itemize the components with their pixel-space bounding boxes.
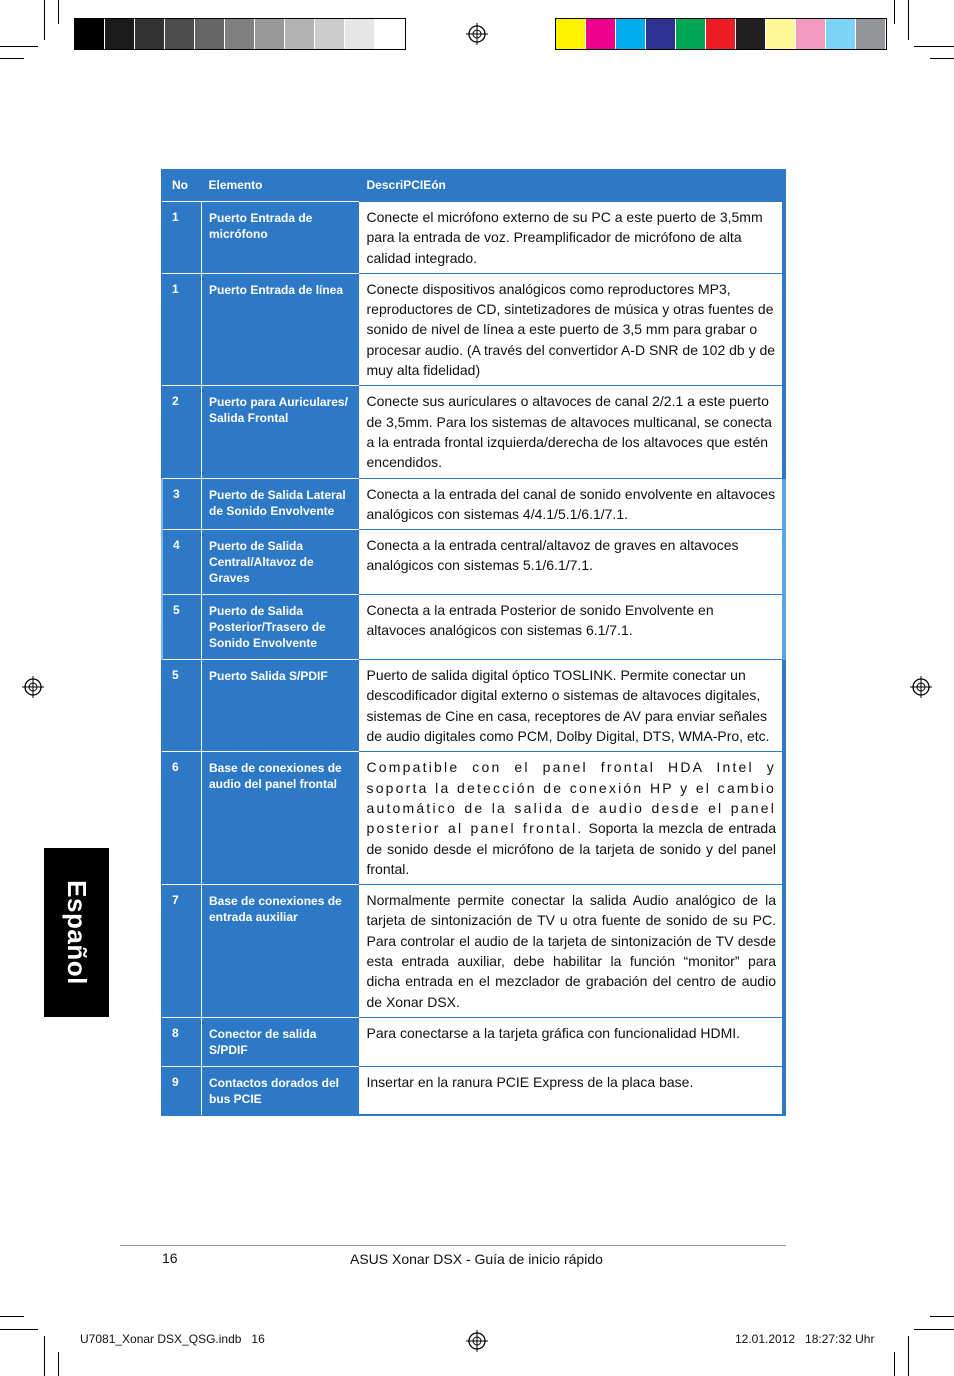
process-swatch xyxy=(826,19,856,49)
process-swatch xyxy=(766,19,796,49)
row-description xyxy=(359,752,785,885)
gray-swatch xyxy=(135,19,165,49)
row-description: Conecta a la entrada Posterior de sonido Envolvente en altavoces analógicos con sistemas 6.1/7.1. xyxy=(359,595,785,660)
crop-mark xyxy=(58,0,59,24)
row-description: Puerto de salida digital óptico TOSLINK. Permite conectar un descodificador digital externo o sistemas de altavoces digitales, sistemas de Cine en casa, receptores de AV para enviar señales de audio digitales como PCM, Dolby Digital, DTS, WMA-Pro, etc. xyxy=(359,660,785,752)
row-number: 8 xyxy=(162,1018,202,1067)
row-number: 6 xyxy=(162,752,202,885)
row-description: Conecte dispositivos analógicos como reproductores MP3, reproductores de CD, sintetizadores de música y otras fuentes de sonido de nivel de línea a este puerto de 3,5 mm para grabar o procesar audio. (A través del convertidor A-D SNR de 102 db y de muy alta fidelidad) xyxy=(359,273,785,385)
grayscale-color-bar xyxy=(74,18,406,50)
process-swatch xyxy=(796,19,826,49)
crop-mark xyxy=(908,1336,909,1376)
row-description-part: Compatible con el panel frontal HDA Intel y soporta la detección de conexión HP y el cambio automático de la salida de audio desde el panel posterior al panel frontal. xyxy=(366,759,776,837)
table-row xyxy=(162,595,784,660)
row-number: 1 xyxy=(162,202,202,274)
crop-mark xyxy=(0,46,38,47)
row-item: Contactos dorados del bus PCIE xyxy=(202,1067,359,1116)
process-swatch xyxy=(646,19,676,49)
registration-mark-icon xyxy=(910,676,932,698)
gray-swatch xyxy=(375,19,405,49)
process-swatch xyxy=(706,19,736,49)
registration-mark-icon xyxy=(22,676,44,698)
row-item: Puerto Entrada de línea xyxy=(202,273,359,385)
row-number: 7 xyxy=(162,885,202,1018)
registration-mark-icon xyxy=(466,23,488,45)
slug-timestamp: 12.01.2012 18:27:32 Uhr xyxy=(735,1332,875,1346)
row-item: Puerto de Salida Posterior/Trasero de Sonido Envolvente xyxy=(202,595,359,660)
process-color-bar xyxy=(555,18,887,50)
header-number: No xyxy=(162,169,202,202)
crop-mark xyxy=(908,0,909,40)
language-side-tab xyxy=(44,848,109,1017)
crop-mark xyxy=(58,1352,59,1376)
crop-mark xyxy=(44,0,45,40)
process-swatch xyxy=(856,19,886,49)
gray-swatch xyxy=(255,19,285,49)
row-item: Puerto Entrada de micrófono xyxy=(202,202,359,274)
process-swatch xyxy=(586,19,616,49)
table-row xyxy=(162,530,784,595)
crop-mark xyxy=(914,46,954,47)
crop-mark xyxy=(44,1336,45,1376)
table-header-row xyxy=(162,169,784,202)
table-row xyxy=(162,273,784,385)
row-item: Puerto Salida S/PDIF xyxy=(202,660,359,752)
table-row xyxy=(162,1018,784,1067)
table-row xyxy=(162,202,784,274)
gray-swatch xyxy=(285,19,315,49)
row-item: Puerto para Auriculares/ Salida Frontal xyxy=(202,386,359,478)
row-item: Conector de salida S/PDIF xyxy=(202,1018,359,1067)
table-row xyxy=(162,386,784,478)
gray-swatch xyxy=(315,19,345,49)
row-number: 3 xyxy=(162,478,202,530)
crop-mark xyxy=(914,1329,954,1330)
connector-spec-table xyxy=(161,169,786,1116)
gray-swatch xyxy=(75,19,105,49)
slug-filename: U7081_Xonar DSX_QSG.indb 16 xyxy=(80,1332,265,1346)
crop-mark xyxy=(0,58,24,59)
row-number: 5 xyxy=(162,660,202,752)
gray-swatch xyxy=(105,19,135,49)
language-label: Español xyxy=(62,880,93,985)
row-description: Insertar en la ranura PCIE Express de la placa base. xyxy=(359,1067,785,1116)
table-row xyxy=(162,885,784,1018)
row-description: Normalmente permite conectar la salida Audio analógico de la tarjeta de sintonización de TV u otra fuente de sonido de su PC. Para controlar el audio de la tarjeta de sintonización de TV desde esta entrada auxiliar, debe habilitar la función “monitor” para dicha entrada en el mezclador de grabación del centro de audio de Xonar DSX. xyxy=(359,885,785,1018)
gray-swatch xyxy=(225,19,255,49)
row-item: Puerto de Salida Lateral de Sonido Envolvente xyxy=(202,478,359,530)
row-description: Para conectarse a la tarjeta gráfica con funcionalidad HDMI. xyxy=(359,1018,785,1067)
row-item: Base de conexiones de entrada auxiliar xyxy=(202,885,359,1018)
gray-swatch xyxy=(165,19,195,49)
row-item: Base de conexiones de audio del panel frontal xyxy=(202,752,359,885)
row-number: 2 xyxy=(162,386,202,478)
row-number: 4 xyxy=(162,530,202,595)
gray-swatch xyxy=(195,19,225,49)
row-description: Conecte el micrófono externo de su PC a este puerto de 3,5mm para la entrada de voz. Preamplificador de micrófono de alta calidad integrado. xyxy=(359,202,785,274)
table-row xyxy=(162,752,784,885)
crop-mark xyxy=(894,0,895,24)
process-swatch xyxy=(676,19,706,49)
row-description: Conecta a la entrada central/altavoz de graves en altavoces analógicos con sistemas 5.1/6.1/7.1. xyxy=(359,530,785,595)
process-swatch xyxy=(736,19,766,49)
gray-swatch xyxy=(345,19,375,49)
header-item: Elemento xyxy=(202,169,359,202)
crop-mark xyxy=(894,1352,895,1376)
crop-mark xyxy=(930,58,954,59)
row-description: Conecta a la entrada del canal de sonido envolvente en altavoces analógicos con sistemas 4/4.1/5.1/6.1/7.1. xyxy=(359,478,785,530)
row-description: Conecte sus auriculares o altavoces de canal 2/2.1 a este puerto de 3,5mm. Para los sistemas de altavoces multicanal, se conecta a la entrada frontal izquierda/derecha de los altavoces que estén encendidos. xyxy=(359,386,785,478)
row-item: Puerto de Salida Central/Altavoz de Graves xyxy=(202,530,359,595)
row-number: 1 xyxy=(162,273,202,385)
registration-mark-icon xyxy=(466,1330,488,1352)
row-description-part: Soporta la mezcla de entrada de sonido desde el micrófono de la tarjeta de sonido y del panel frontal. xyxy=(366,820,776,877)
row-number: 9 xyxy=(162,1067,202,1116)
process-swatch xyxy=(556,19,586,49)
process-swatch xyxy=(616,19,646,49)
row-number: 5 xyxy=(162,595,202,660)
header-description: DescriPCIEón xyxy=(359,169,785,202)
crop-mark xyxy=(0,1316,24,1317)
table-row xyxy=(162,660,784,752)
crop-mark xyxy=(930,1316,954,1317)
table-row xyxy=(162,478,784,530)
page-number: 16 xyxy=(162,1250,178,1266)
footer-title: ASUS Xonar DSX - Guía de inicio rápido xyxy=(350,1251,603,1267)
footer-divider xyxy=(120,1245,786,1246)
crop-mark xyxy=(0,1329,38,1330)
table-row xyxy=(162,1067,784,1116)
